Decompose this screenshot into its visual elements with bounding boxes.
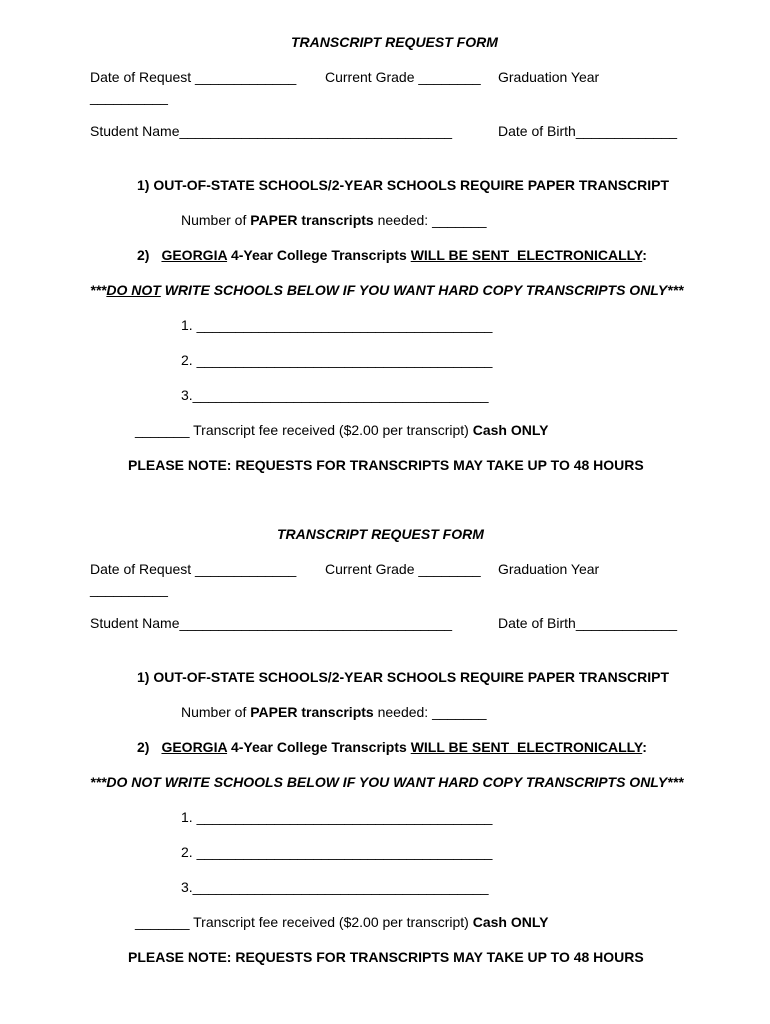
section-2-georgia: GEORGIA	[161, 739, 228, 755]
graduation-year-label: Graduation Year	[498, 561, 600, 577]
date-of-request-field[interactable]: Date of Request _____________	[90, 561, 297, 577]
current-grade-field[interactable]: Current Grade ________	[325, 561, 481, 577]
section-2-middle: 4-Year College Transcripts	[227, 247, 411, 263]
transcript-request-form-2	[0, 493, 770, 965]
warning-prefix: ***	[90, 282, 107, 298]
school-line-2[interactable]: 2. ______________________________________	[181, 844, 493, 860]
warning-rest: WRITE SCHOOLS BELOW IF YOU WANT HARD COPY TRANSCRIPTS ONLY***	[160, 282, 684, 298]
warning-do-not: DO NOT	[106, 282, 161, 298]
paper-suffix: needed: _______	[373, 212, 487, 228]
section-2-number: 2)	[137, 247, 150, 263]
paper-transcripts-field[interactable]	[181, 212, 487, 228]
warning-line	[90, 282, 684, 298]
school-line-3[interactable]: 3.______________________________________	[181, 879, 489, 895]
processing-note: PLEASE NOTE: REQUESTS FOR TRANSCRIPTS MAY TAKE UP TO 48 HOURS	[128, 949, 644, 965]
fee-cash-only: Cash ONLY	[472, 422, 549, 438]
fee-cash-only: Cash ONLY	[472, 914, 549, 930]
fee-text: _______ Transcript fee received ($2.00 per transcript)	[135, 422, 473, 438]
graduation-year-label: Graduation Year	[498, 69, 600, 85]
section-2-electronic: WILL BE SENT ELECTRONICALLY	[410, 247, 643, 263]
school-line-1[interactable]: 1. ______________________________________	[181, 317, 493, 333]
section-2-heading	[137, 247, 647, 263]
section-2-colon: :	[642, 247, 647, 263]
graduation-year-field[interactable]: __________	[90, 581, 168, 597]
warning-prefix: ***	[90, 774, 107, 790]
section-1-heading: 1) OUT-OF-STATE SCHOOLS/2-YEAR SCHOOLS REQUIRE PAPER TRANSCRIPT	[137, 669, 670, 685]
form-title: TRANSCRIPT REQUEST FORM	[291, 34, 498, 50]
paper-bold-label: PAPER transcripts	[250, 704, 374, 720]
section-2-middle: 4-Year College Transcripts	[227, 739, 411, 755]
processing-note: PLEASE NOTE: REQUESTS FOR TRANSCRIPTS MAY TAKE UP TO 48 HOURS	[128, 457, 644, 473]
section-2-heading	[137, 739, 647, 755]
section-2-georgia: GEORGIA	[161, 247, 228, 263]
transcript-fee-field[interactable]	[135, 422, 548, 438]
section-2-number: 2)	[137, 739, 150, 755]
fee-text: _______ Transcript fee received ($2.00 per transcript)	[135, 914, 473, 930]
paper-transcripts-field[interactable]	[181, 704, 487, 720]
school-line-1[interactable]: 1. ______________________________________	[181, 809, 493, 825]
school-line-3[interactable]: 3.______________________________________	[181, 387, 489, 403]
section-2-electronic: WILL BE SENT ELECTRONICALLY	[410, 739, 643, 755]
student-name-field[interactable]: Student Name___________________________________	[90, 123, 453, 139]
transcript-fee-field[interactable]	[135, 914, 548, 930]
form-title: TRANSCRIPT REQUEST FORM	[277, 526, 484, 542]
transcript-request-form-1	[0, 0, 770, 473]
warning-line	[90, 774, 684, 790]
graduation-year-field[interactable]: __________	[90, 89, 168, 105]
date-of-request-field[interactable]: Date of Request _____________	[90, 69, 297, 85]
paper-prefix: Number of	[181, 704, 251, 720]
date-of-birth-field[interactable]: Date of Birth_____________	[498, 123, 678, 139]
current-grade-field[interactable]: Current Grade ________	[325, 69, 481, 85]
student-name-field[interactable]: Student Name___________________________________	[90, 615, 453, 631]
paper-prefix: Number of	[181, 212, 251, 228]
section-2-colon: :	[642, 739, 647, 755]
school-line-2[interactable]: 2. ______________________________________	[181, 352, 493, 368]
section-1-heading: 1) OUT-OF-STATE SCHOOLS/2-YEAR SCHOOLS REQUIRE PAPER TRANSCRIPT	[137, 177, 670, 193]
warning-rest: WRITE SCHOOLS BELOW IF YOU WANT HARD COPY TRANSCRIPTS ONLY***	[160, 774, 684, 790]
date-of-birth-field[interactable]: Date of Birth_____________	[498, 615, 678, 631]
paper-suffix: needed: _______	[373, 704, 487, 720]
warning-do-not: DO NOT	[106, 774, 161, 790]
paper-bold-label: PAPER transcripts	[250, 212, 374, 228]
